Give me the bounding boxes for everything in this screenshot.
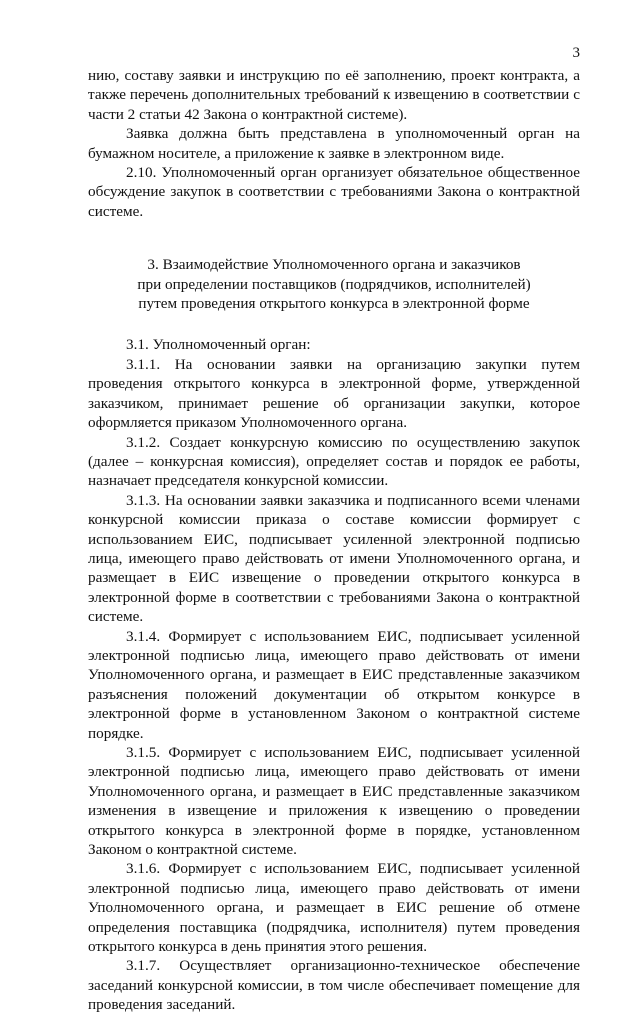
page-number: 3 — [572, 45, 580, 61]
paragraph-2-10: 2.10. Уполномоченный орган организует обязательное общественное обсуждение закупок в соответствии с требованиями Закона о контрактной системе. — [88, 164, 580, 220]
paragraph-3-1-6: 3.1.6. Формирует с использованием ЕИС, подписывает усиленной электронной подписью лица, имеющего право действовать от имени Уполномоченного органа, и размещает в ЕИС решение об отмене определения поставщика (подрядчика, исполнителя) путем проведения открытого конкурса в день принятия этого решения. — [88, 860, 580, 956]
section-3-heading-line-2: при определении поставщиков (подрядчиков, исполнителей) — [137, 275, 531, 293]
paragraph-3-1-2: 3.1.2. Создает конкурсную комиссию по осуществлению закупок (далее – конкурсная комиссия), определяет состав и порядок ее работы, назначает председателя конкурсной комиссии. — [88, 433, 580, 490]
paragraph-3-1-1: 3.1.1. На основании заявки на организацию закупки путем проведения открытого конкурса в электронной форме, утвержденной заказчиком, принимает решение об организации закупки, которое оформляется приказом Уполномоченного органа. — [88, 355, 580, 432]
paragraph-3-1-4: 3.1.4. Формирует с использованием ЕИС, подписывает усиленной электронной подписью лица, имеющего право действовать от имени Уполномоченного органа, и размещает в ЕИС представленные заказчиком разъяснения положений документации об открытом конкурсе в электронной форме в установленном Законом о контрактной системе порядке. — [88, 627, 580, 742]
paragraph-3-1-7: 3.1.7. Осуществляет организационно-техническое обеспечение заседаний конкурсной комиссии, в том числе обеспечивает помещение для проведения заседаний. — [88, 957, 580, 1014]
section-3-heading-line-3: путем проведения открытого конкурса в электронной форме — [138, 295, 530, 313]
paragraph-3-1-5: 3.1.5. Формирует с использованием ЕИС, подписывает усиленной электронной подписью лица, имеющего право действовать от имени Уполномоченного органа, и размещает в ЕИС представленные заказчиком изменения в извещение и приложения к извещению о проведении открытого конкурса в электронной форме в порядке, установленном Законом о контрактной системе. — [88, 744, 580, 859]
section-3-heading-line-1: 3. Взаимодействие Уполномоченного органа и заказчиков — [147, 256, 521, 274]
paragraph-3-1-3: 3.1.3. На основании заявки заказчика и подписанного всеми членами конкурсной комиссии приказа о составе комиссии формирует с использованием ЕИС, подписывает усиленной электронной подписью лица, имеющего право действовать от имени Уполномоченного органа, и размещает в ЕИС извещение о проведении открытого конкурса в электронной форме в соответствии с требованиями Закона о контрактной системе. — [88, 491, 580, 626]
paragraph-paper-form: Заявка должна быть представлена в уполномоченный орган на бумажном носителе, а приложение к заявке в электронном виде. — [88, 125, 580, 162]
section-3-heading — [88, 255, 580, 313]
document-body — [88, 66, 580, 1015]
paragraph-continuation: нию, составу заявки и инструкцию по её заполнению, проект контракта, а также перечень дополнительных требований к извещению в соответствии с части 2 статьи 42 Закона о контрактной системе). — [88, 67, 580, 123]
paragraph-3-1: 3.1. Уполномоченный орган: — [126, 336, 311, 354]
